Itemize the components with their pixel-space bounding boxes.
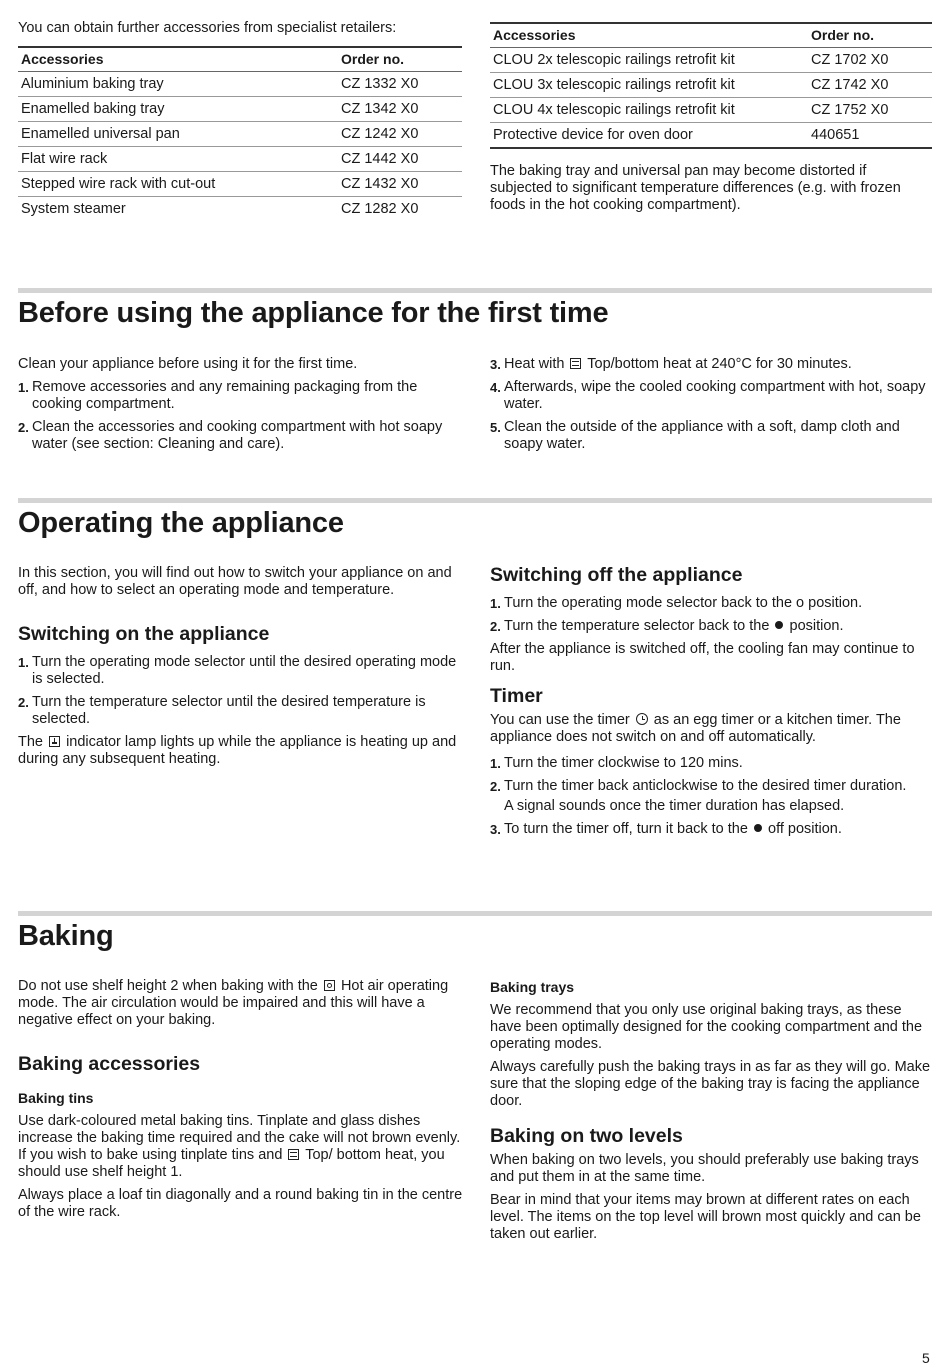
note-text: You can use the timer (490, 712, 630, 728)
accessory-name: Protective device for oven door (490, 123, 808, 149)
accessory-name: CLOU 4x telescopic railings retrofit kit (490, 98, 808, 123)
step-number: 4. (490, 380, 501, 395)
list-item (490, 379, 932, 413)
section-title-operating: Operating the appliance (18, 507, 344, 539)
note-text: as an egg timer or a kitchen timer. The appliance does not switch on and off automatically. (490, 712, 901, 745)
order-number: 440651 (808, 123, 932, 149)
step-number: 3. (490, 357, 501, 372)
subsection-title-switch-off: Switching off the appliance (490, 564, 743, 586)
step-text: Turn the timer clockwise to 120 mins. (504, 755, 743, 771)
section-divider (18, 498, 932, 503)
order-number: CZ 1442 X0 (338, 147, 462, 172)
accessory-name: CLOU 3x telescopic railings retrofit kit (490, 73, 808, 98)
list-item (490, 821, 932, 838)
list-item (490, 618, 932, 635)
baking-left-column (18, 978, 464, 1221)
baking-right-column (490, 979, 932, 1243)
operating-right-column (490, 564, 932, 844)
list-item (18, 379, 462, 413)
column-header-order-no: Order no. (808, 23, 932, 48)
first-use-left-column (18, 356, 462, 459)
order-number: CZ 1742 X0 (808, 73, 932, 98)
table-row (18, 197, 462, 222)
step-number: 1. (18, 655, 29, 670)
two-levels-paragraph-2: Bear in mind that your items may brown at different rates on each level. The items on the top level will brown most quickly and can be taken out earlier. (490, 1192, 921, 1242)
step-text: position. (789, 618, 844, 634)
top-bottom-heat-icon (570, 358, 581, 369)
section-title-baking: Baking (18, 920, 114, 952)
order-number: CZ 1432 X0 (338, 172, 462, 197)
note-text: The (18, 734, 43, 750)
section-divider (18, 288, 932, 293)
heading-baking-trays: Baking trays (490, 979, 575, 995)
step-text: Clean the accessories and cooking compartment with hot soapy water (see section: Cleaning and care). (32, 419, 443, 452)
step-text: off position. (768, 821, 842, 837)
step-number: 1. (490, 756, 501, 771)
section-divider (18, 911, 932, 916)
off-position-dot-icon (775, 621, 783, 629)
heating-indicator-icon (49, 736, 60, 747)
order-number: CZ 1342 X0 (338, 97, 462, 122)
accessory-name: Enamelled baking tray (18, 97, 338, 122)
table-header-row (490, 23, 932, 48)
accessory-name: CLOU 2x telescopic railings retrofit kit (490, 48, 808, 73)
step-text: Turn the operating mode selector until the desired operating mode is selected. (32, 654, 457, 687)
section-title-first-use: Before using the appliance for the first time (18, 297, 609, 329)
list-item (490, 755, 932, 772)
accessory-name: Stepped wire rack with cut-out (18, 172, 338, 197)
top-bottom-heat-icon (288, 1149, 299, 1160)
table-row (18, 97, 462, 122)
accessory-name: Enamelled universal pan (18, 122, 338, 147)
step-text: Heat with (504, 356, 565, 372)
step-text: Turn the temperature selector back to the (504, 618, 770, 634)
note-text: Use dark-coloured metal baking tins. Tinplate and glass dishes increase the baking time required and the cake will not brown evenly. If you wish to bake using tinplate tins and (18, 1113, 461, 1163)
table-row (18, 172, 462, 197)
step-number: 2. (490, 779, 501, 794)
step-text: Clean the outside of the appliance with a soft, damp cloth and soapy water. (504, 419, 900, 452)
two-levels-paragraph-1: When baking on two levels, you should preferably use baking trays and put them in at the same time. (490, 1152, 919, 1185)
step-number: 1. (18, 380, 29, 395)
table-row (490, 73, 932, 98)
list-item (18, 419, 462, 453)
heading-baking-tins: Baking tins (18, 1090, 94, 1106)
step-number: 3. (490, 822, 501, 837)
accessories-table-right (490, 22, 932, 149)
column-header-accessories: Accessories (490, 23, 808, 48)
accessory-name: System steamer (21, 201, 126, 217)
list-item (490, 778, 932, 815)
step-number: 2. (18, 420, 29, 435)
note-text: Do not use shelf height 2 when baking with the (18, 978, 318, 994)
note-text: Top/ bottom heat, you should use shelf height 1. (18, 1147, 445, 1180)
baking-intro (18, 978, 464, 1029)
operating-left-column (18, 565, 464, 768)
baking-tins-paragraph (18, 1113, 464, 1181)
hot-air-icon (324, 980, 335, 991)
order-number: CZ 1282 X0 (341, 201, 419, 217)
step-text: Afterwards, wipe the cooled cooking compartment with hot, soapy water. (504, 379, 926, 412)
step-text: Top/bottom heat at 240°C for 30 minutes. (587, 356, 852, 372)
distortion-note: The baking tray and universal pan may become distorted if subjected to significant temperature differences (e.g. with frozen foods in the hot cooking compartment). (490, 163, 901, 213)
page-number: 5 (922, 1350, 930, 1366)
subsection-title-two-levels: Baking on two levels (490, 1125, 683, 1147)
step-text: Turn the temperature selector until the desired temperature is selected. (32, 694, 426, 727)
step-text: Remove accessories and any remaining packaging from the cooking compartment. (32, 379, 418, 412)
table-row (18, 72, 462, 97)
first-use-intro: Clean your appliance before using it for the first time. (18, 356, 358, 372)
table-row (490, 48, 932, 73)
table-row (490, 123, 932, 149)
list-item (490, 419, 932, 453)
baking-trays-recommendation: We recommend that you only use original baking trays, as these have been optimally designed for the cooking compartment and the operating modes. (490, 1002, 923, 1052)
table-header-row (18, 47, 462, 72)
timer-icon (636, 713, 648, 725)
accessory-name: Aluminium baking tray (18, 72, 338, 97)
accessory-name: Flat wire rack (18, 147, 338, 172)
step-number: 2. (490, 619, 501, 634)
note-text: Hot air operating mode. The air circulation would be impaired and this will have a negative effect on your baking. (18, 978, 449, 1028)
step-number: 2. (18, 695, 29, 710)
order-number: CZ 1702 X0 (808, 48, 932, 73)
order-number: CZ 1752 X0 (808, 98, 932, 123)
table-row (490, 98, 932, 123)
cooling-fan-note: After the appliance is switched off, the cooling fan may continue to run. (490, 641, 915, 674)
note-text: indicator lamp lights up while the appliance is heating up and during any subsequent heating. (18, 734, 457, 767)
column-header-order-no: Order no. (338, 47, 462, 72)
step-text: Turn the timer back anticlockwise to the desired timer duration. (504, 778, 907, 794)
step-text: Turn the operating mode selector back to the o position. (504, 595, 863, 611)
baking-tins-placement: Always place a loaf tin diagonally and a round baking tin in the centre of the wire rack. (18, 1187, 463, 1220)
list-item (490, 356, 932, 373)
step-number: 1. (490, 596, 501, 611)
column-header-accessories: Accessories (18, 47, 338, 72)
off-position-dot-icon (754, 824, 762, 832)
table-row (18, 147, 462, 172)
list-item (18, 654, 464, 688)
step-number: 5. (490, 420, 501, 435)
order-number: CZ 1332 X0 (338, 72, 462, 97)
timer-signal-note: A signal sounds once the timer duration has elapsed. (504, 798, 845, 814)
first-use-right-column (490, 356, 932, 459)
baking-trays-instruction: Always carefully push the baking trays in as far as they will go. Make sure that the sloping edge of the baking tray is facing the appliance door. (490, 1059, 931, 1109)
table-row (18, 122, 462, 147)
timer-intro (490, 712, 932, 746)
list-item (18, 694, 464, 728)
subsection-title-switch-on: Switching on the appliance (18, 623, 270, 645)
subsection-title-baking-accessories: Baking accessories (18, 1053, 201, 1075)
list-item (490, 595, 932, 612)
indicator-lamp-note (18, 734, 464, 768)
retailers-intro: You can obtain further accessories from specialist retailers: (18, 20, 397, 36)
accessories-table-left (18, 46, 462, 221)
operating-intro: In this section, you will find out how to switch your appliance on and off, and how to select an operating mode and temperature. (18, 565, 452, 598)
order-number: CZ 1242 X0 (338, 122, 462, 147)
subsection-title-timer: Timer (490, 685, 543, 707)
step-text: To turn the timer off, turn it back to the (504, 821, 748, 837)
